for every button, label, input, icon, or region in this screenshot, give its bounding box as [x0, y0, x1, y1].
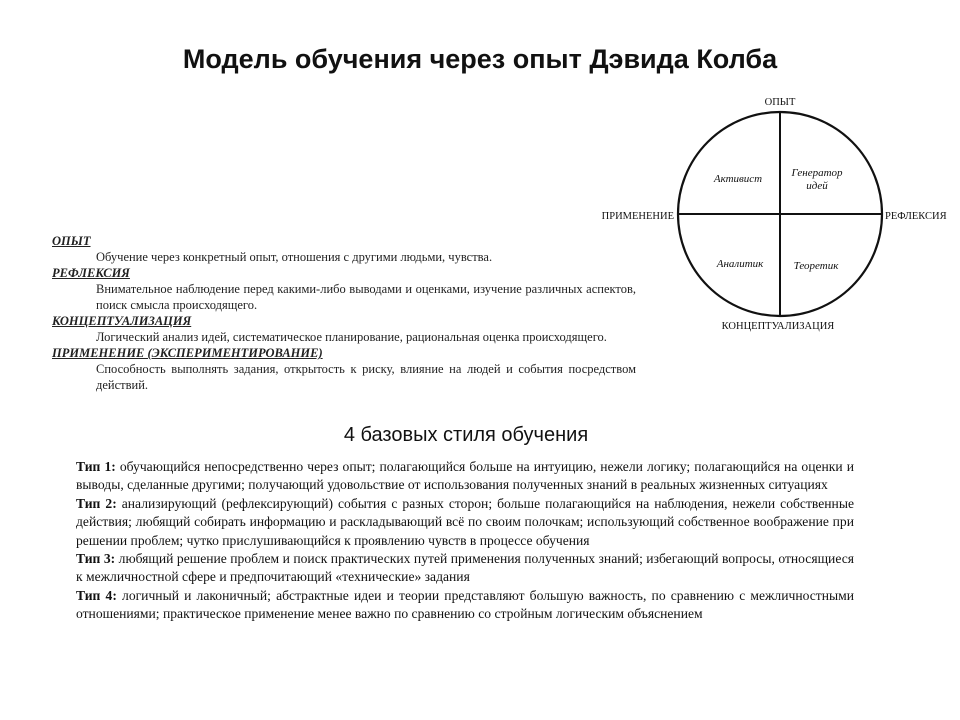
definition-term: ПРИМЕНЕНИЕ (ЭКСПЕРИМЕНТИРОВАНИЕ): [52, 346, 323, 360]
quadrant-idea-generator-line2: идей: [806, 180, 828, 192]
learning-type-paragraph: [76, 495, 854, 550]
type-description: анализирующий (рефлексирующий) события с разных сторон; больше полагающийся на наблюдения, нежели собственные действия; любящий собирать информацию и раскладывающий всё по своим полочкам; использующий собственное воображение при решении проблем; чутко прислушивающийся к проявлению чувств в процессе обучения: [76, 495, 854, 548]
kolb-cycle-diagram: [580, 88, 960, 338]
learning-type-paragraph: [76, 550, 854, 587]
learning-styles-subtitle: 4 базовых стиля обучения: [343, 424, 589, 446]
definition-term: КОНЦЕПТУАЛИЗАЦИЯ: [52, 314, 192, 328]
type-label: Тип 3:: [76, 551, 116, 567]
cycle-label-right: РЕФЛЕКСИЯ: [885, 211, 947, 222]
definitions-block: [52, 233, 636, 393]
definition-term: РЕФЛЕКСИЯ: [52, 266, 130, 280]
definition-text: Обучение через конкретный опыт, отношения с другими людьми, чувства.: [96, 250, 493, 264]
learning-type-paragraph: [76, 458, 854, 495]
learning-type-paragraph: [76, 587, 854, 624]
definition-text: Внимательное наблюдение перед какими-либо выводами и оценками, изучение различных аспектов, поиск смысла происходящего.: [96, 282, 636, 312]
quadrant-idea-generator-line1: Генератор: [791, 167, 843, 179]
definition-text: Способность выполнять задания, открытость к риску, влияние на людей и события посредством действий.: [96, 362, 636, 392]
slide-title: Модель обучения через опыт Дэвида Колба: [182, 44, 778, 74]
type-description: обучающийся непосредственно через опыт; полагающийся больше на интуицию, нежели логику; полагающийся на оценки и выводы, сделанные другими; получающий удовольствие от использования полученных знаний в реальных жизненных ситуациях: [76, 459, 854, 493]
cycle-label-left: ПРИМЕНЕНИЕ: [601, 211, 674, 222]
quadrant-theorist: Теоретик: [793, 260, 839, 272]
quadrant-analyst: Аналитик: [716, 258, 764, 270]
type-description: логичный и лаконичный; абстрактные идеи и теории представляют большую важность, по сравнению с межличностными отношениями; практическое применение менее важно по сравнению со стройным логическим объяснением: [76, 587, 854, 622]
cycle-label-top: ОПЫТ: [764, 97, 796, 108]
type-description: любящий решение проблем и поиск практических путей применения полученных знаний; избегающий вопросы, относящиеся к межличностной сфере и предпочитающий «технические» задания: [76, 551, 854, 585]
learning-types-block: [76, 458, 854, 624]
quadrant-activist: Активист: [713, 173, 763, 185]
type-label: Тип 1:: [76, 459, 116, 474]
type-label: Тип 2:: [76, 495, 117, 511]
definition-term: ОПЫТ: [52, 234, 91, 248]
definition-text: Логический анализ идей, систематическое планирование, рациональная оценка происходящего.: [96, 330, 607, 344]
cycle-label-bottom: КОНЦЕПТУАЛИЗАЦИЯ: [721, 321, 835, 332]
type-label: Тип 4:: [76, 587, 117, 603]
